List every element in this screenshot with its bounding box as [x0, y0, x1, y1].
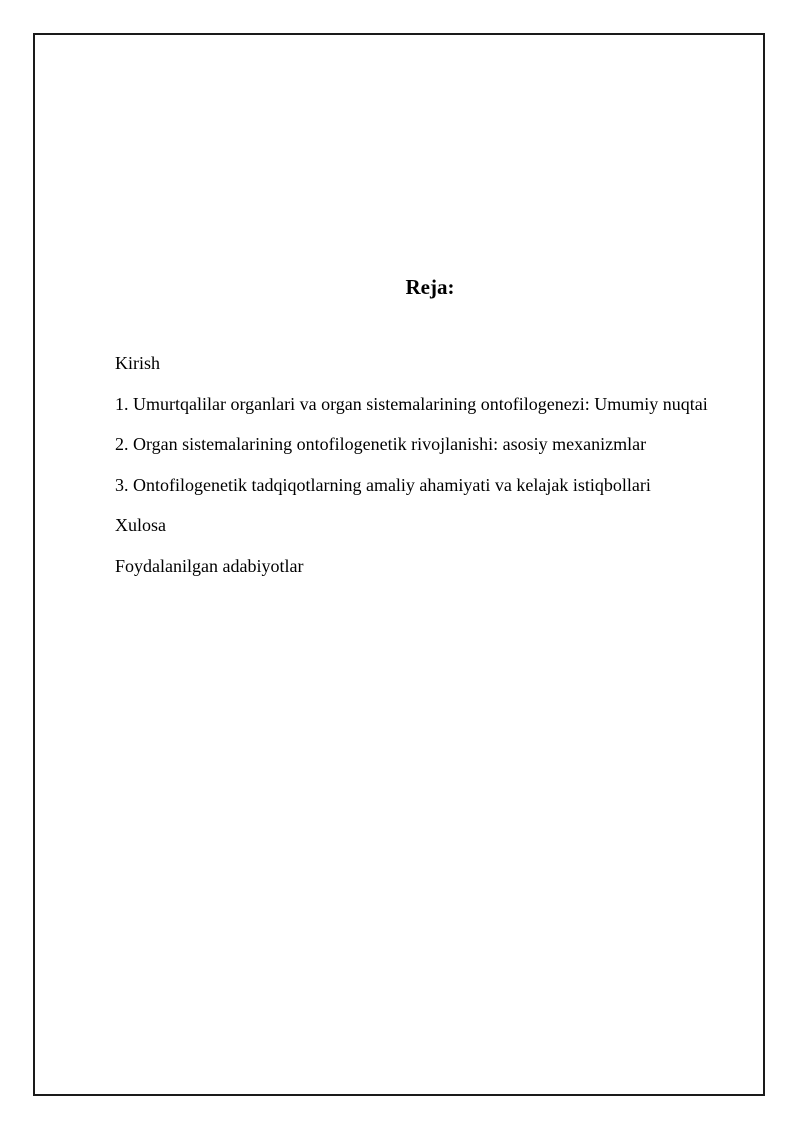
toc-item-chapter-1: 1. Umurtqalilar organlari va organ sistemalarining ontofilogenezi: Umumiy nuqtai — [115, 393, 708, 414]
page-title: Reja: — [405, 275, 455, 299]
table-of-contents — [115, 349, 755, 593]
toc-item-chapter-2: 2. Organ sistemalarining ontofilogenetik rivojlanishi: asosiy mexanizmlar — [115, 434, 647, 455]
toc-item-chapter-3: 3. Ontofilogenetik tadqiqotlarning amaliy ahamiyati va kelajak istiqbollari — [115, 474, 651, 495]
toc-item-conclusion: Xulosa — [115, 515, 166, 536]
toc-item-references: Foydalanilgan adabiyotlar — [115, 555, 304, 576]
toc-item-introduction: Kirish — [115, 353, 160, 373]
